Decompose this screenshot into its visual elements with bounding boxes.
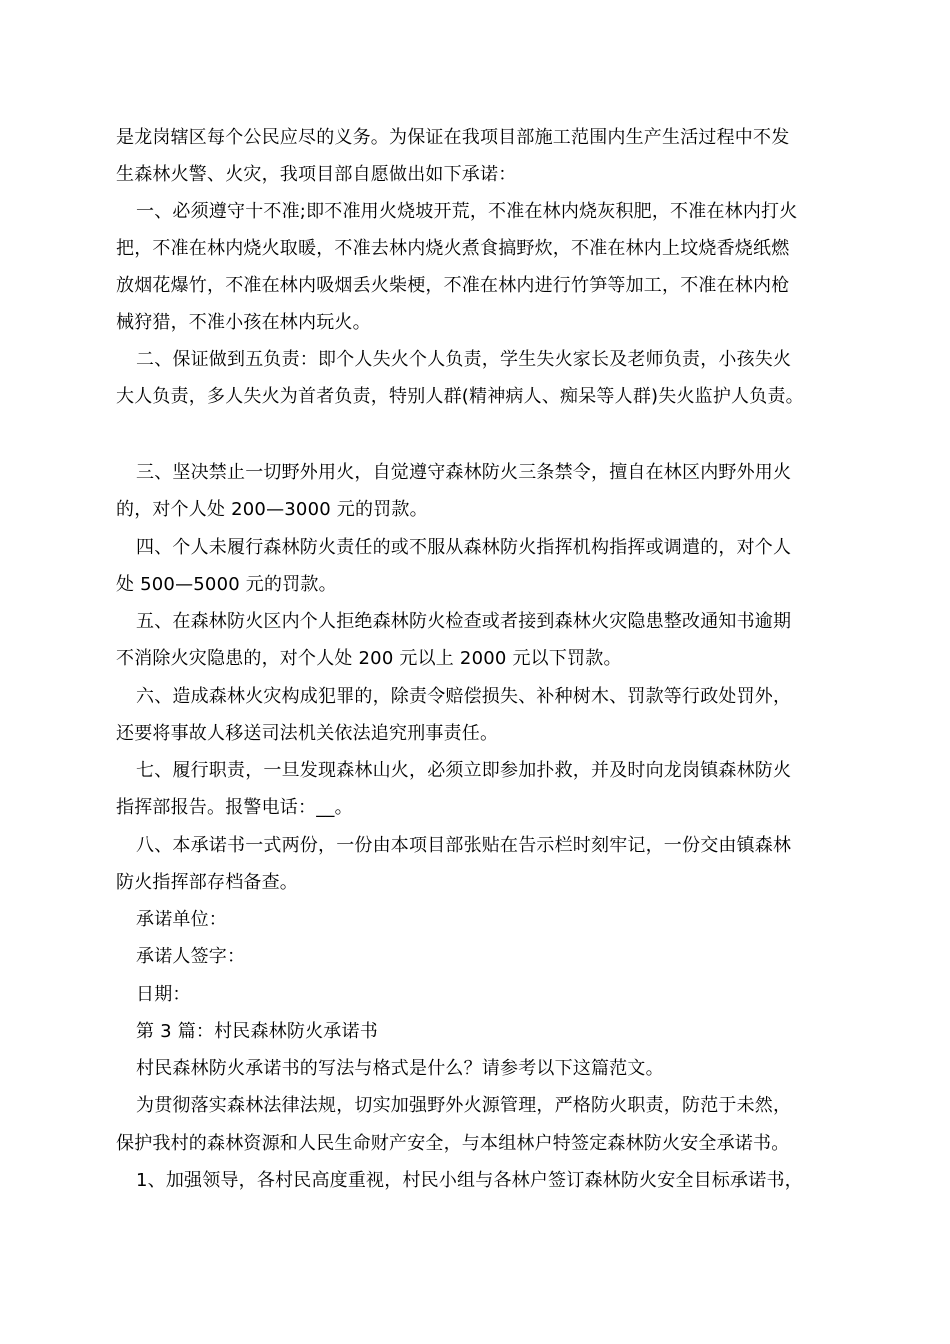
text-line: 防火指挥部存档备查。	[116, 872, 298, 893]
text-line: 还要将事故人移送司法机关依法追究刑事责任。	[116, 723, 499, 744]
text-line: 指挥部报告。报警电话：__。	[116, 797, 353, 818]
text-line: 把，不准在林内烧火取暖，不准去林内烧火煮食搞野炊，不准在林内上坟烧香烧纸燃	[116, 238, 790, 259]
text-line: 三、坚决禁止一切野外用火，自觉遵守森林防火三条禁令，擅自在林区内野外用火	[136, 462, 792, 483]
text-line: 是龙岗辖区每个公民应尽的义务。为保证在我项目部施工范围内生产生活过程中不发	[116, 127, 790, 148]
text-line: 生森林火警、火灾，我项目部自愿做出如下承诺：	[116, 164, 517, 185]
text-line: 放烟花爆竹，不准在林内吸烟丢火柴梗，不准在林内进行竹笋等加工，不准在林内枪	[116, 275, 790, 296]
text-line: 的，对个人处 200—3000 元的罚款。	[116, 499, 428, 520]
text-line: 为贯彻落实森林法律法规，切实加强野外火源管理，严格防火职责，防范于未然，	[136, 1095, 792, 1116]
text-line: 四、个人未履行森林防火责任的或不服从森林防火指挥机构指挥或调遣的，对个人	[136, 537, 792, 558]
text-line: 1、加强领导，各村民高度重视，村民小组与各林户签订森林防火安全目标承诺书，	[136, 1170, 803, 1191]
text-line: 第 3 篇：村民森林防火承诺书	[136, 1021, 378, 1042]
text-line: 五、在森林防火区内个人拒绝森林防火检查或者接到森林火灾隐患整改通知书逾期	[136, 611, 792, 632]
text-line: 承诺人签字：	[136, 946, 246, 967]
text-line: 大人负责，多人失火为首者负责，特别人群(精神病人、痴呆等人群)失火监护人负责。	[116, 386, 804, 407]
text-line: 村民森林防火承诺书的写法与格式是什么？请参考以下这篇范文。	[136, 1058, 664, 1079]
text-line: 处 500—5000 元的罚款。	[116, 574, 337, 595]
text-line: 八、本承诺书一式两份，一份由本项目部张贴在告示栏时刻牢记，一份交由镇森林	[136, 835, 792, 856]
text-line: 械狩猎，不准小孩在林内玩火。	[116, 312, 371, 333]
text-line: 不消除火灾隐患的，对个人处 200 元以上 2000 元以下罚款。	[116, 648, 622, 669]
text-line: 六、造成森林火灾构成犯罪的，除责令赔偿损失、补种树木、罚款等行政处罚外，	[136, 686, 792, 707]
text-line: 七、履行职责，一旦发现森林山火，必须立即参加扑救，并及时向龙岗镇森林防火	[136, 760, 792, 781]
text-line: 日期：	[136, 984, 191, 1005]
text-line: 承诺单位：	[136, 909, 227, 930]
text-line: 一、必须遵守十不准;即不准用火烧坡开荒，不准在林内烧灰积肥，不准在林内打火	[136, 201, 798, 222]
text-line: 保护我村的森林资源和人民生命财产安全，与本组林户特签定森林防火安全承诺书。	[116, 1133, 790, 1154]
text-line: 二、保证做到五负责：即个人失火个人负责，学生失火家长及老师负责，小孩失火	[136, 349, 792, 370]
